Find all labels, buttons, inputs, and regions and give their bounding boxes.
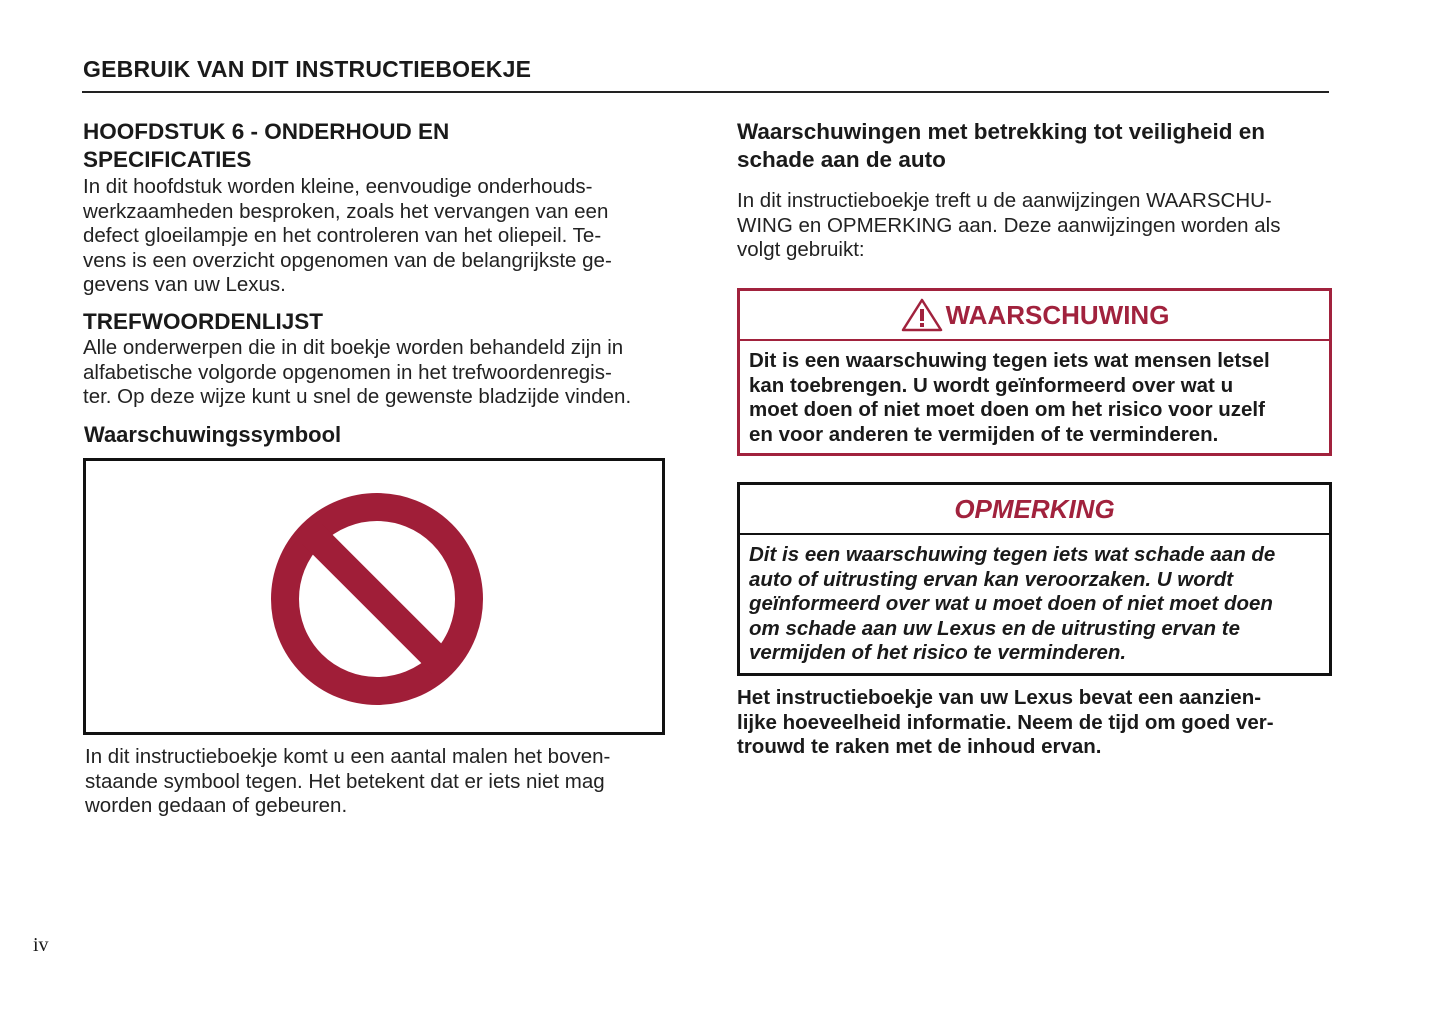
warning-title-bar (740, 291, 1329, 341)
text-line: om schade aan uw Lexus en de uitrusting ervan te (749, 616, 1240, 640)
chapter-heading (83, 118, 449, 174)
intro-text (737, 189, 1280, 263)
text-line: In dit hoofdstuk worden kleine, eenvoudige onderhouds- (83, 175, 593, 198)
text-line: ter. Op deze wijze kunt u snel de gewenste bladzijde vinden. (83, 385, 632, 408)
symbol-text (85, 745, 610, 819)
text-line: worden gedaan of gebeuren. (85, 794, 348, 817)
text-line: en voor anderen te vermijden of te verminderen. (749, 422, 1219, 446)
safety-heading (737, 118, 1265, 174)
text-line: In dit instructieboekje treft u de aanwijzingen WAARSCHU- (737, 189, 1272, 212)
heading-line: schade aan de auto (737, 147, 946, 172)
symbol-box (83, 458, 665, 735)
text-line: Dit is een waarschuwing tegen iets wat schade aan de (749, 543, 1276, 566)
text-line: moet doen of niet moet doen om het risico voor uzelf (749, 398, 1265, 421)
page-number: iv (33, 934, 49, 956)
text-line: WING en OPMERKING aan. Deze aanwijzingen worden als (737, 213, 1281, 237)
text-line: volgt gebruikt: (737, 238, 865, 261)
index-text (83, 336, 631, 410)
warning-title: WAARSCHUWING (945, 299, 1170, 330)
text-line: Dit is een waarschuwing tegen iets wat mensen letsel (749, 349, 1270, 372)
warning-box (737, 288, 1332, 456)
prohibition-icon (86, 461, 662, 732)
text-line: staande symbool tegen. Het betekent dat er iets niet mag (85, 769, 605, 793)
warning-text (740, 341, 1329, 455)
text-line: alfabetische volgorde opgenomen in het trefwoordenregis- (83, 360, 612, 384)
page-header-title: GEBRUIK VAN DIT INSTRUCTIEBOEKJE (83, 56, 532, 82)
chapter-text (83, 175, 612, 298)
note-title-bar (740, 485, 1329, 535)
text-line: kan toebrengen. U wordt geïnformeerd over wat u (749, 373, 1234, 397)
heading-line: Waarschuwingen met betrekking tot veiligheid en (737, 119, 1266, 144)
text-line: trouwd te raken met de inhoud ervan. (737, 735, 1102, 758)
text-line: auto of uitrusting ervan kan veroorzaken. U wordt (749, 567, 1234, 591)
text-line: In dit instructieboekje komt u een aantal malen het boven- (85, 745, 611, 768)
text-line: Alle onderwerpen die in dit boekje worden behandeld zijn in (83, 336, 624, 359)
text-line: Het instructieboekje van uw Lexus bevat een aanzien- (737, 686, 1262, 709)
text-line: gevens van uw Lexus. (83, 273, 286, 296)
symbol-heading: Waarschuwingssymbool (84, 422, 342, 447)
text-line: defect gloeilampje en het controleren van het oliepeil. Te- (83, 224, 602, 247)
text-line: vens is een overzicht opgenomen van de belangrijkste ge- (83, 248, 612, 272)
text-line: vermijden of het risico te verminderen. (749, 641, 1127, 664)
text-line: werkzaamheden besproken, zoals het vervangen van een (83, 199, 609, 223)
warning-triangle-icon (900, 297, 944, 333)
note-text (740, 535, 1329, 674)
note-box (737, 482, 1332, 676)
header-rule (82, 91, 1329, 93)
closing-text (737, 686, 1274, 760)
index-heading: TREFWOORDENLIJST (83, 309, 323, 334)
text-line: lijke hoeveelheid informatie. Neem de tijd om goed ver- (737, 710, 1274, 734)
note-title: OPMERKING (954, 493, 1115, 524)
heading-line: SPECIFICATIES (83, 147, 252, 172)
text-line: geïnformeerd over wat u moet doen of niet moet doen (749, 592, 1273, 615)
heading-line: HOOFDSTUK 6 - ONDERHOUD EN (83, 119, 450, 144)
